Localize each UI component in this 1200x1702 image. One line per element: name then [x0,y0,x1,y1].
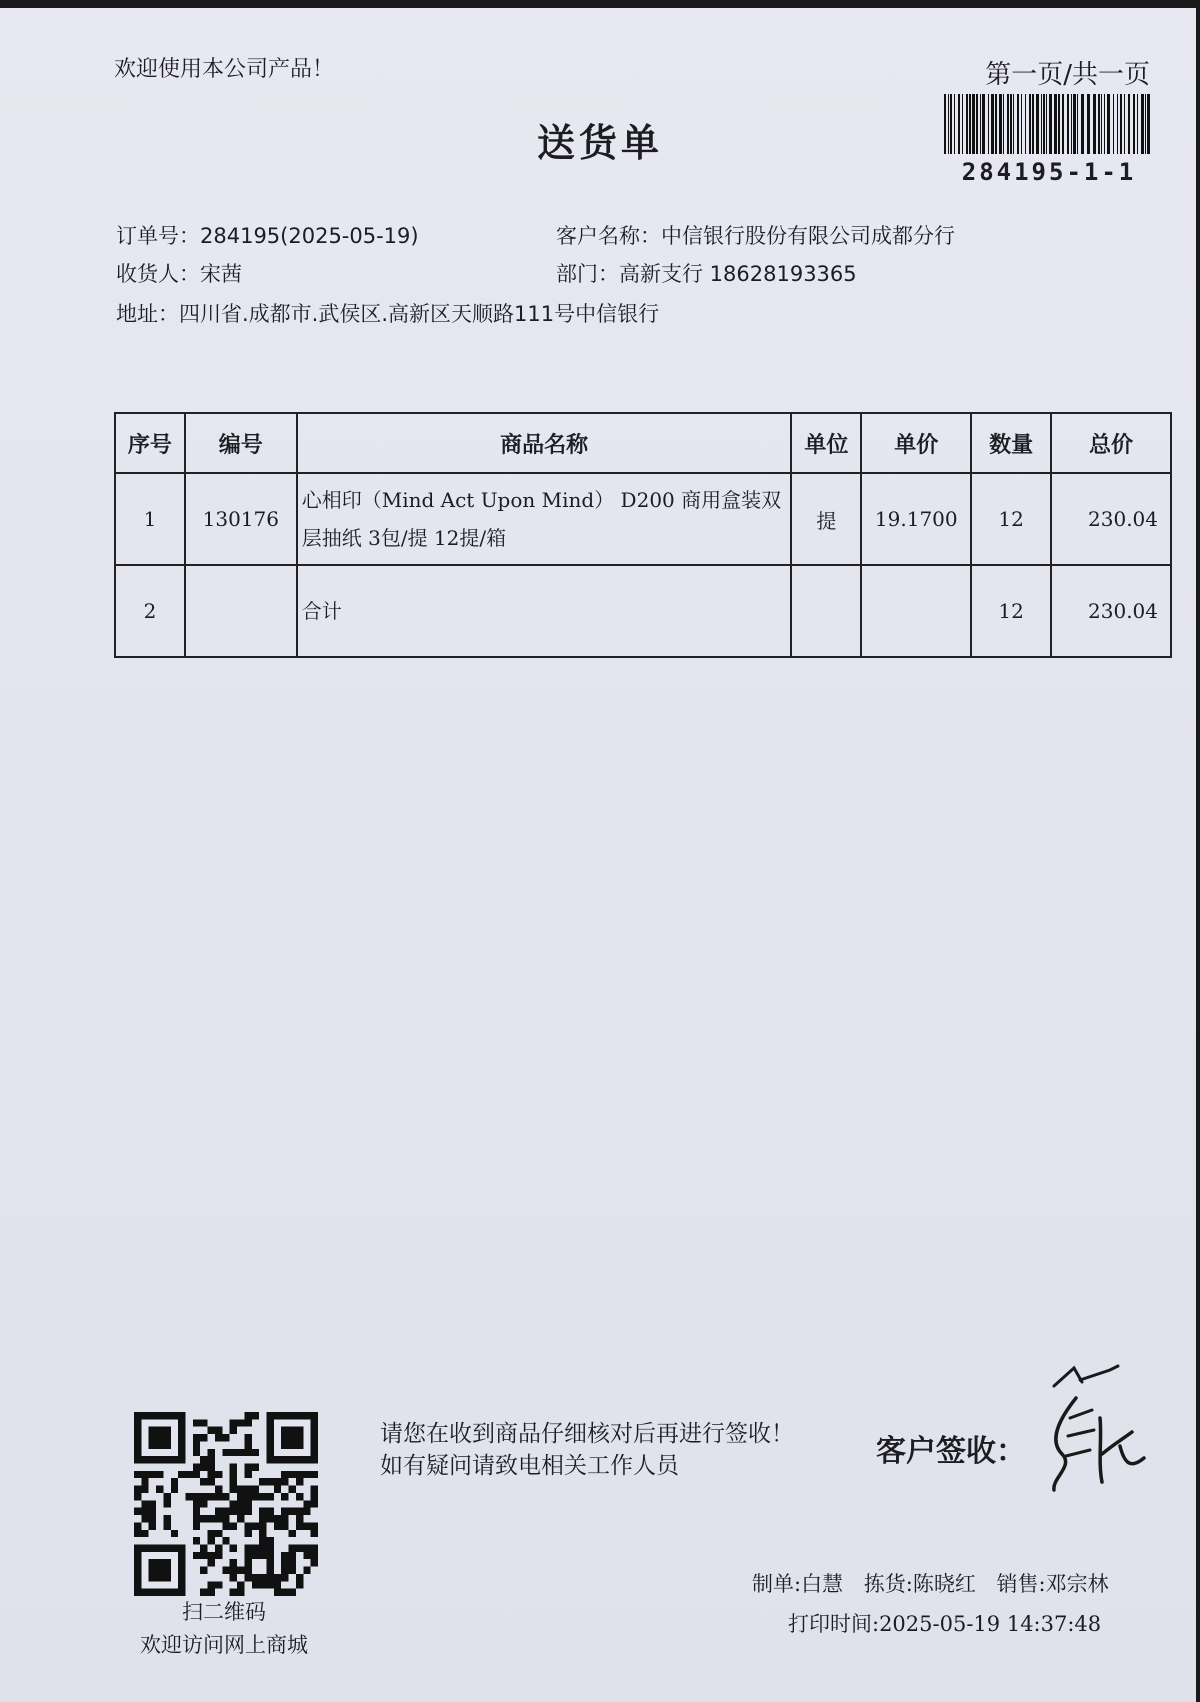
table-header-row [115,413,1171,473]
delivery-note-page [0,8,1196,1702]
customer-name: 客户名称：中信银行股份有限公司成都分行 [556,224,955,248]
qr-code [134,1412,318,1596]
customer-sign-label: 客户签收： [876,1434,1026,1469]
cell-price [861,565,971,657]
header-price: 单价 [861,413,971,473]
welcome-text: 欢迎使用本公司产品！ [114,57,335,82]
cell-name: 合计 [297,565,792,657]
cell-total: 230.04 [1051,565,1171,657]
cell-name: 心相印（Mind Act Upon Mind） D200 商用盒装双层抽纸 3包/提 12提/箱 [297,473,792,565]
page-indicator: 第一页/共一页 [985,60,1150,90]
header-unit: 单位 [791,413,861,473]
cell-unit: 提 [791,473,861,565]
cell-qty: 12 [971,473,1051,565]
staff-line [752,1568,1123,1598]
qr-caption-line-1: 扫二维码 [182,1600,266,1624]
cell-code [185,565,297,657]
cell-qty: 12 [971,565,1051,657]
cell-seq: 1 [115,473,185,565]
signature [1040,1358,1160,1498]
salesperson: 销售:邓宗林 [996,1572,1109,1596]
header-code: 编号 [185,413,297,473]
cell-price: 19.1700 [861,473,971,565]
cell-unit [791,565,861,657]
barcode-number: 284195-1-1 [961,158,1137,186]
department: 部门：高新支行 18628193365 [556,262,857,286]
address: 地址：四川省.成都市.武侯区.高新区天顺路111号中信银行 [116,302,660,326]
cell-seq: 2 [115,565,185,657]
header-seq: 序号 [115,413,185,473]
receiver-name: 收货人：宋茜 [116,262,242,286]
cell-code: 130176 [185,473,297,565]
order-number: 订单号：284195(2025-05-19) [116,224,419,248]
qr-caption-line-2: 欢迎访问网上商城 [140,1633,308,1657]
header-name: 商品名称 [297,413,792,473]
header-qty: 数量 [971,413,1051,473]
document-title-text: 送货单 [536,121,663,165]
picker: 拣货:陈晓红 [863,1572,976,1596]
notice-text: 请您在收到商品仔细核对后再进行签收！如有疑问请致电相关工作人员 [380,1421,794,1479]
table-row [115,565,1171,657]
maker: 制单:白慧 [752,1572,844,1596]
print-time: 打印时间:2025-05-19 14:37:48 [788,1612,1102,1636]
cell-total: 230.04 [1051,473,1171,565]
qr-caption [114,1596,334,1662]
barcode [944,94,1154,154]
header-total: 总价 [1051,413,1171,473]
items-table [114,412,1172,658]
table-row [115,473,1171,565]
